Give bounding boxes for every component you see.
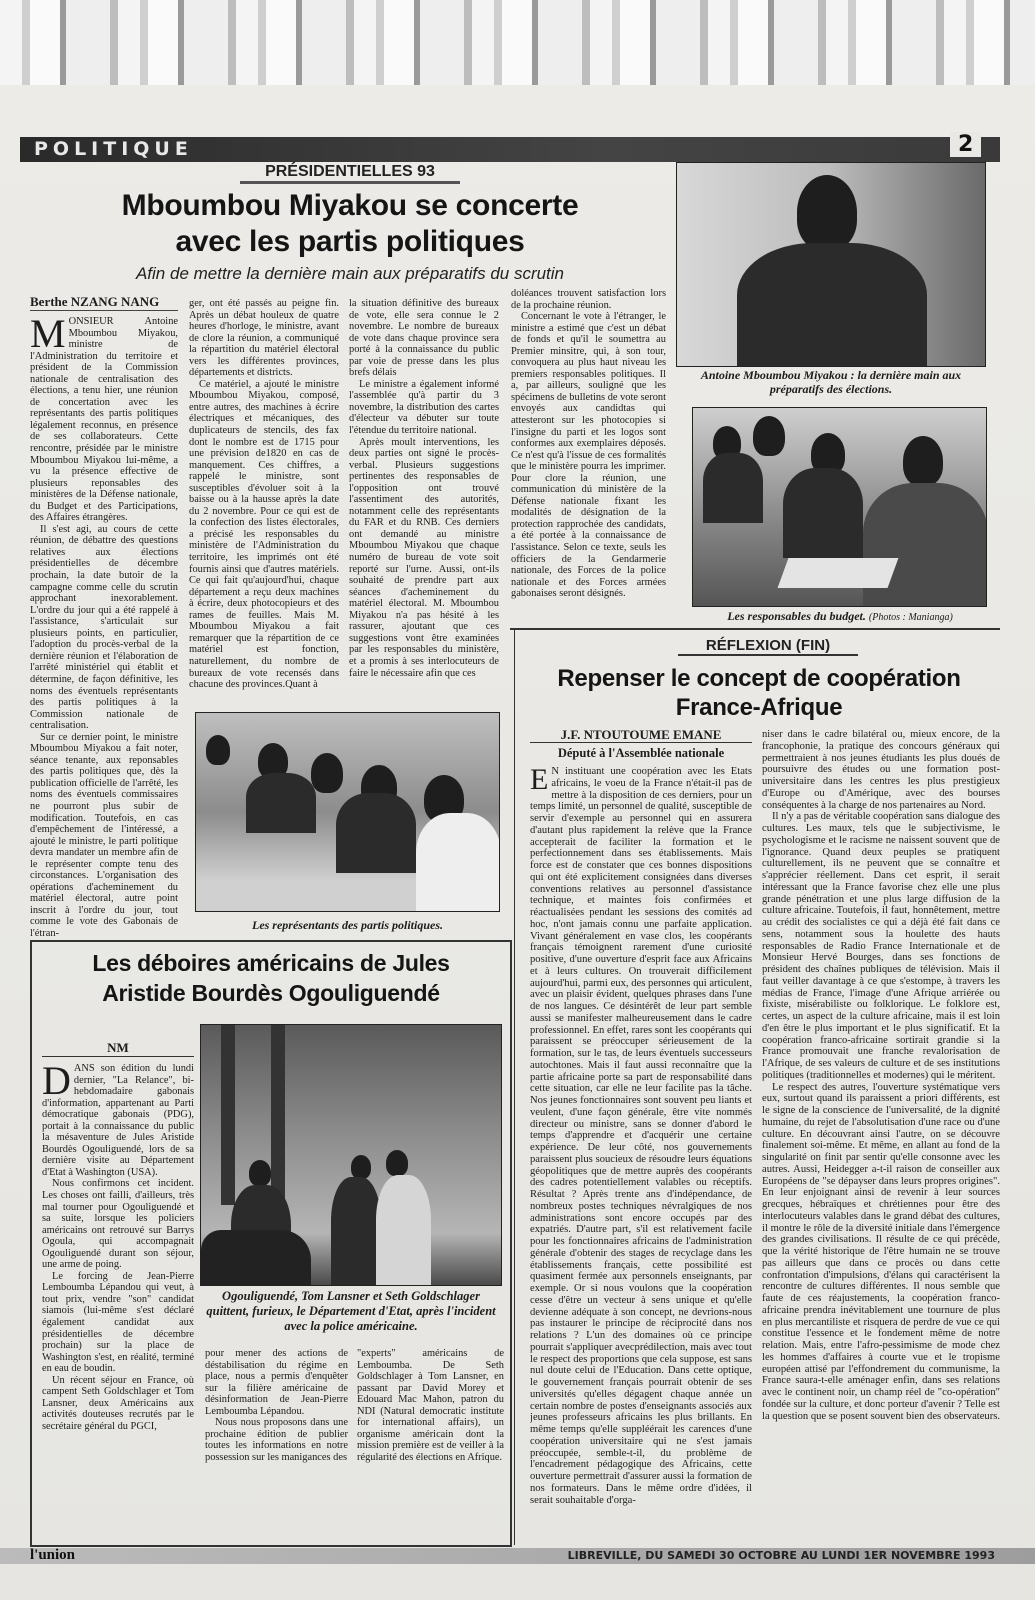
paragraph: doléances trouvent satisfaction lors de la prochaine réunion. xyxy=(511,288,666,311)
box-headline-line1: Les déboires américains de Jules xyxy=(92,950,450,976)
paragraph: "experts" américains de Lemboumba. De Seth Goldschlager à Tom Lansner, en passant par David Morey et Edouard Mac Mahon, patron du NDI (Natural democratic institute for international affairs), un organisme américain dont la mission première est de veiller à la régularité des élections en Afrique. xyxy=(357,1348,504,1463)
scan-background xyxy=(0,0,1035,88)
opinion-author: J.F. NTOUTOUME EMANE xyxy=(530,727,752,743)
paragraph: Concernant le vote à l'étranger, le ministre a estimé que c'est un débat de fonds et qu'il le soumettra au Premier minsitre, qui, à son tour, convoquera au plus haut niveau les premiers responsables politiques. Il a, par ailleurs, souligné que les spécimens de bulletins de vote seront envoyés aux candidtas qui attesteront sur les photocopies si l'insigne du parti et les logos sont conformes aux exemplaires déposés. Ce n'est qu'à l'issue de ces formalités que le ministère pourra les imprimer. Pour clore la réunion, une communication dú ministère de la Défense nationale fixant les modalités de désignation de la protection rapprochée des candidats, a été portée à la connaissance de l'assistance. Selon ce texte, seuls les officiers de la Gendarmerie nationale, des Forces de la police nationale et des Forces armées gabonaises seront désignés. xyxy=(511,311,666,600)
photo-caption: Ogouliguendé, Tom Lansner et Seth Goldschlager quittent, furieux, le Département d'Etat, après l'incident avec la police américaine. xyxy=(206,1289,496,1333)
box-byline: NM xyxy=(42,1040,194,1057)
box-headline-line2: Aristide Bourdès Ogouliguendé xyxy=(102,980,440,1006)
paragraph: niser dans le cadre bilatéral ou, mieux encore, de la francophonie, la pratique des concours généraux qui permettraient à nos jeunes étudiants les plus doués de poursuivre des études ou une formation post-universitaire dans les centres les plus prestigieux d'Europe ou d'Amérique, avec des bourses conséquentes à la charge de nos partenaires au Nord. xyxy=(762,729,1000,811)
masthead-logo: l'union xyxy=(30,1547,76,1563)
paragraph: Un récent séjour en France, où campent Seth Goldschlager et Tom Lansner, deux Américains aux activités douteuses recrutés par le secrétaire général du PGCI, xyxy=(42,1374,194,1432)
paragraph: Le forcing de Jean-Pierre Lemboumba Lépandou qui veut, à tout prix, vendre "son" candidat siamois (lui-même s'est déclaré également candidat aux présidentielles de décembre prochain) sur la place de Washington s'est, en réalité, terminé en eau de boudin. xyxy=(42,1270,194,1375)
paragraph: ANS son édition du lundi dernier, "La Relance", bi-hebdomadaire gabonais d'information, appartenant au Parti démocratique gabonais (PDG), portait à la connaissance du public la mésaventure de Jules Aristide Bourdès Ogouliguendé, lors de sa dernière visite au Département d'Etat à Washington (USA). xyxy=(42,1063,194,1178)
main-headline xyxy=(70,188,630,260)
paragraph: Sur ce dernier point, le ministre Mboumbou Miyakou a fait noter, séance tenante, aux reponsables des partis politiques que, dès la publication officielle de l'arrêté, les noms des éventuels commissaires ne pourront plus subir de modification. Toutefois, en cas d'empêchement de l'intéressé, a ajouté le ministre, le parti politique devra mandater un membre afin de le représenter compte tenu des circonstances. L'organisation des opérations d'acheminement du matériel électoral, autre point inscrit à l'ordre du jour, tout comme le vote des Gabonais de l'étran- xyxy=(30,731,178,939)
page-number: 2 xyxy=(950,132,981,157)
paragraph: Le respect des autres, l'ouverture systématique vers eux, surtout quand ils paraissent a priori différents, est le signe de la conscience de l'universalité, de la dignité humaine, du rejet de l'absolutisation d'une race ou d'une culture. En découvrant ainsi l'autre, on se découvre finalement soi-même. Et même, en allant au fond de la singularité on finit par sentir qu'elle consonne avec les autres. Aussi, Heidegger a-t-il raison de conseiller aux Européens de "se dépayser dans leurs propres origines". En leur enjoignant ainsi de revenir à leur sources grecques, hébraïques et chrétiennes pour être des interlocuteurs valables dans le grand débat des cultures, il montre le rôle de la diversité initiale dans l'émergence des grandes civilisations. Il résulte de ce qui précède, que la vérité historique de l'être humain ne se trouve pas ailleurs que dans ce procès ou dans cette confrontation d'impulsions, d'élans qui caractérisent la rencontre de cultures différentes. Il nous semble que faute de ces réajustements, la coopération franco-africaine prendra inévitablement une tournure de plus en plus mercantiliste et risquera de perdre de vue ce qui constitue l'essence et le fondement même de notre relation. Mais, entre l'afro-pessimisme de mode chez les hommes d'affaires à courte vue et le tropisme européen attisé par l'effondrement du communisme, la France saura-t-elle aménager enfin, dans ses relations avec le continent noir, un champ réel de "co-opération" fondée sur la culture, et donc porteur d'avenir ? Telle est la question que se posent souvent bien des observateurs. xyxy=(762,1081,1000,1422)
main-article-column-2 xyxy=(189,298,339,708)
opinion-headline-line1: Repenser le concept de coopération xyxy=(557,665,961,692)
main-article-column-4 xyxy=(511,288,666,626)
photo-caption xyxy=(680,609,1000,625)
paragraph: ONSIEUR Antoine Mboumbou Miyakou, ministre de l'Administration du territoire et président de la Commission nationale de centralisation des élections, a tenu hier, une réunion de concertation avec les représentants des partis politiques légalement reconnus, en présence de ses collaborateurs. Cette rencontre, présidée par le ministre Mboumbou Miyakou lui-même, a vu la présence effective de plusieurs reponsables des ministères de la Défense nationale, du Budget et des Participations, des Affaires étrangères. xyxy=(30,316,178,524)
drop-cap: E xyxy=(530,766,549,796)
paragraph: N instituant une coopération avec les Etats africains, le voeu de la France n'était-il pas de mettre à la disposition de ces derniers, pour un temps limité, un personnel de qualité, susceptible de servir d'exemple au personnel qui en assurera d'autant plus rapidement la relève que la France accepterait de faciliter la formation et le perfectionnement dans ses établissements. Mais force est de constater que ces bonnes dispositions qui ont été explicitement consignées dans diverses conventions relatives au personnel d'assistance technique, et maintes fois confirmées et réactualisées pendant les sessions des comités ad hoc, n'ont jamais connu une parfaite application. Vivant généralement en vase clos, les coopérants français témoignent rarement d'une curiosité positive, d'une ouverture d'esprit face aux Africains et à leurs cultures. On trouverait difficilement aujourd'hui, parmi eux, des personnes qui articulent, avec un plaisir évident, quelques phrases dans l'une de nos langues. Ce désintérêt de leur part semble aussi se manifester malheureusement dans le cadre professionnel. En effet, rares sont les coopérants qui paraissent se préoccuper sérieusement de la formation, sur le tas, de leurs éventuels successeurs autochtones. Mais il faut aussi reconnaître que la partie africaine porte sa part de responsabilité dans cette situation, car elle ne leur facilite pas la tâche. Nos jeunes fonctionnaires sont souvent peu liants et veulent, d'une façon générale, être vite nommés directeur ou ministre, sans se donner d'abord le temps d'apprendre et d'acquérir une certaine expérience. De leur côté, nos gouvernements paraissent plus soucieux de résoudre leurs équations géopolitiques que de mettre auprès des coopérants des cadres potentiellement valables ou réceptifs. Résultat ? Après trente ans d'indépendance, de nombreux postes techniques névralgiques de nos administrations sont encore occupés par des expatriés. D'autre part, s'il est relativement facile pour les fonctionnaires africains de l'administration générale d'obtenir des stages de recyclage dans les établissements français, cette possibilité est quasiment fermée aux personnels enseignants, par exemple. Or si nous voulons que la coopération cesse d'être un vecteur à sens unique et qu'elle devienne adéquate à son concept, ne devrions-nous pas instaurer le principe de réciprocité dans nos relations ? L'un des domaines où ce principe pourrait s'appliquer avecprédilection, mais avec tout le respect des proportions que cela suppose, est sans nul doute celui de l'Education. Dans cette optique, le gouvernement français pourrait obtenir de ses universités qu'elles dégagent chaque année un certain nombre de postes d'enseignants associés aux jeunes professeurs africains les plus brillants. En même temps qu'elle suppléérait les carences d'une coopération universitaire qui ne s'est jamais préoccupée, semble-t-il, du problème de l'encadrement pédagogique des Africains, cette ouverture permettrait d'assurer aussi la formation de nos formateurs. Dans le même ordre d'idées, il serait souhaitable d'orga- xyxy=(530,766,752,1506)
opinion-column-1 xyxy=(530,766,752,1545)
opinion-headline xyxy=(518,664,1000,722)
photo-minister-portrait xyxy=(676,162,986,367)
main-headline-line1: Mboumbou Miyakou se concerte xyxy=(121,189,579,222)
drop-cap: D xyxy=(42,1063,71,1103)
box-column-3 xyxy=(357,1348,504,1544)
paragraph: Le ministre a également informé l'assemblée qu'à partir du 3 novembre, la distribution des cartes d'électeur va débuter sur toute l'étendue du territoire national. xyxy=(349,378,499,437)
photo-budget-officials xyxy=(692,407,987,607)
opinion-author-title: Député à l'Assemblée nationale xyxy=(557,746,725,760)
paragraph: Nous nous proposons dans une prochaine édition de publier toutes les informations en notre possession sur les manigances des xyxy=(205,1417,348,1463)
dateline: LIBREVILLE, DU SAMEDI 30 OCTOBRE AU LUNDI 1ER NOVEMBRE 1993 xyxy=(567,1549,995,1562)
section-title: POLITIQUE xyxy=(34,138,193,160)
box-column-1 xyxy=(42,1063,194,1545)
paragraph: Ce matériel, a ajouté le ministre Mboumbou Miyakou, composé, entre autres, des machines à écrire électriques et mécaniques, des duplicateurs de stencils, des fax dont le nombre est de 1715 pour une prévision de1820 en cas de manquement. Ces chiffres, a rappelé le ministre, sont susceptibles d'évoluer soit à la baisse ou à la hausse après la date du 2 novembre. Pour ce qui est de la confection des listes électorales, a précisé les responsables du ministère de l'Administration du territoire, les imprimés ont été fournis ainsi que d'autres matériels. Ce qui fait qu'aujourd'hui, chaque département a reçu deux machines à écrire, deux photocopieurs et des rames de feuilles. Mais M. Mboumbou Miyakou a fait remarquer que la répartition de ce matériel est fonction, naturellement, du nombre de bureaux de vote recensés dans chacune des provinces.Quant à xyxy=(189,378,339,691)
paragraph: Nous confirmons cet incident. Les choses ont failli, d'ailleurs, très mal tourner pour Ogouliguendé et sa suite, lorsque les policiers américains ont retrouvé sur Barrys Ogoula, qui accompagnait Ogouliguendé durant son séjour, une arme de poing. xyxy=(42,1178,194,1271)
divider xyxy=(510,628,1000,630)
photo-caption: Les représentants des partis politiques. xyxy=(251,918,443,932)
main-byline: Berthe NZANG NANG xyxy=(30,294,178,311)
drop-cap: M xyxy=(30,316,66,356)
opinion-kicker: RÉFLEXION (FIN) xyxy=(678,637,858,656)
paragraph: pour mener des actions de déstabilisation du régime en place, nous a permis d'enquêter sur la filière américaine de désinformation de Jean-Pierre Lemboumba Lépandou. xyxy=(205,1348,348,1417)
section-banner xyxy=(20,137,1000,162)
opinion-headline-line2: France-Afrique xyxy=(675,694,843,721)
photo-state-department xyxy=(200,1024,502,1286)
main-article-column-1 xyxy=(30,316,178,988)
main-article-column-3 xyxy=(349,298,499,708)
paragraph: Il n'y a pas de véritable coopération sans dialogue des cultures. Les maux, tels que le subjectivisme, le psychologisme et le racisme ne naissent souvent que de l'ignorance. Quand deux peuples se pratiquent culturellement, ils ne peuvent que se connaître et s'apprécier réellement. Dans cet esprit, il serait intéressant que la France favorise chez elle une plus grande pénétration et une plus large diffusion de la culture africaine. Toutefois, il faut, honnêtement, mettre au crédit des socialistes ce qui a déjà été fait dans ce sens, notamment sous la houlette des hauts responsables de Radio France Internationale et de Monsieur Hervé Bourges, dans ses fonctions de président des chaînes publiques de télévision. Mais il faut veiller davantage à ce que s'estompe, à travers les médias de France, l'image d'une Afrique arriérée ou fixiste, misérabiliste ou folklorique. Le folklore est, certes, un aspect de la culture africaine, mais il est loin d'en être le plus important et le plus significatif. Et la coopération franco-africaine sortirait grandie si la France promouvait une franche revalorisation de l'Afrique, de ses valeurs de culture et de ses institutions politiques (traditionnelles et modernes) qui le méritent. xyxy=(762,811,1000,1081)
paragraph: Il s'est agi, au cours de cette réunion, de débattre des questions relatives aux élections présidentielles de décembre prochain, la date butoir de la campagne comme celle du scrutin approchant inexorablement. L'ordre du jour qui a été rappelé à l'assistance, s'articulait sur plusieurs points, en particulier, l'adoption du procès-verbal de la dernière réunion et l'élaboration de l'arrêté ministériel qui établit et détermine, de façon définitive, les noms des éventuels représentants des partis politiques à la Commission nationale de centralisation. xyxy=(30,523,178,732)
photo-caption: Antoine Mboumbou Miyakou : la dernière main aux préparatifs des élections. xyxy=(700,368,962,396)
paragraph: la situation définitive des bureaux de vote, elle sera connue le 2 novembre. Le nombre de bureaux de vote dans chaque province sera porté à la connaissance du public par voie de presse dans les plus brefs délais xyxy=(349,298,499,379)
main-kicker: PRÉSIDENTIELLES 93 xyxy=(240,163,460,184)
paragraph: ger, ont été passés au peigne fin. Après un débat houleux de quatre heures d'horloge, le ministre, avant de clore la réunion, a communiqué la répartition du matériel électoral vers les différentes provinces, départements et districts. xyxy=(189,298,339,379)
photo-credit: (Photos : Manianga) xyxy=(868,612,953,623)
caption-text: Les responsables du budget. xyxy=(727,609,866,623)
main-subheadline: Afin de mettre la dernière main aux préparatifs du scrutin xyxy=(135,264,565,283)
box-column-2 xyxy=(205,1348,348,1544)
photo-party-representatives xyxy=(195,712,500,912)
paragraph: Après moult interventions, les deux parties ont signé le procès-verbal. Plusieurs suggestions pertinentes des responsables de l'opposition ont trouvé l'assentiment des autorités, notamment celle des représentants du FAR et du RNB. Ces derniers ont demandé au ministre Mboumbou Miyakou que chaque numéro de bureau de vote soit reporté sur l'urne. Aussi, ont-ils souhaité de prendre part aux séances d'acheminement du matériel électoral. M. Mboumbou Miyakou n'a pas hésité à les rassurer, ajoutant que ces suggestions vont être examinées par les responsables du ministère, et a promis à ses interlocuteurs de faire le nécessaire afin que ces xyxy=(349,436,499,679)
main-headline-line2: avec les partis politiques xyxy=(175,225,525,258)
opinion-column-2 xyxy=(762,729,1000,1545)
column-rule xyxy=(514,630,515,1545)
box-headline xyxy=(34,948,508,1008)
